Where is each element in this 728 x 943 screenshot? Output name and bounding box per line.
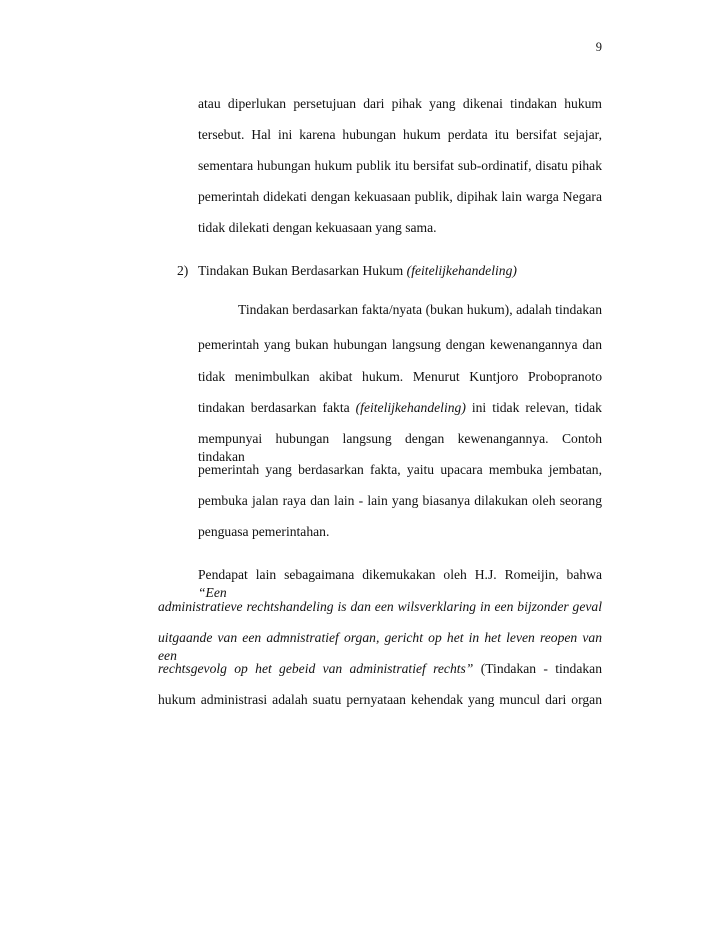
paragraph-line: sementara hubungan hukum publik itu bersifat sub-ordinatif, disatu pihak bbox=[198, 158, 602, 173]
paragraph-line bbox=[158, 660, 602, 678]
paragraph-line: tidak dilekati dengan kekuasaan yang sama. bbox=[198, 220, 437, 235]
paragraph-line: atau diperlukan persetujuan dari pihak yang dikenai tindakan hukum bbox=[198, 96, 602, 111]
italic-quote: uitgaande van een admnistratief organ, gericht op het in het leven reopen van een bbox=[158, 630, 602, 663]
italic-term: (feitelijkehandeling) bbox=[355, 400, 466, 415]
text-run: (Tindakan - tindakan bbox=[480, 661, 603, 676]
paragraph-line: pemerintah yang bukan hubungan langsung dengan kewenangannya dan bbox=[198, 337, 602, 352]
text-run: tindakan berdasarkan fakta bbox=[198, 400, 350, 415]
paragraph-line: pemerintah didekati dengan kekuasaan publik, dipihak lain warga Negara bbox=[198, 189, 602, 204]
italic-quote: administratieve rechtshandeling is dan een wilsverklaring in een bijzonder geval bbox=[158, 599, 602, 614]
paragraph-line bbox=[198, 566, 602, 602]
list-item-number: 2) bbox=[177, 263, 189, 278]
paragraph-line: mempunyai hubungan langsung dengan kewenangannya. Contoh tindakan bbox=[198, 431, 602, 464]
paragraph-line: Tindakan berdasarkan fakta/nyata (bukan hukum), adalah tindakan bbox=[238, 302, 602, 317]
paragraph-line: hukum administrasi adalah suatu pernyataan kehendak yang muncul dari organ bbox=[158, 692, 602, 707]
paragraph-line: tersebut. Hal ini karena hubungan hukum perdata itu bersifat sejajar, bbox=[198, 127, 602, 142]
text-run: ini tidak relevan, tidak bbox=[471, 400, 602, 415]
paragraph-line: penguasa pemerintahan. bbox=[198, 524, 330, 539]
heading-italic-term: (feitelijkehandeling) bbox=[406, 263, 517, 278]
paragraph-line: pembuka jalan raya dan lain - lain yang biasanya dilakukan oleh seorang bbox=[198, 493, 602, 508]
paragraph-line: tidak menimbulkan akibat hukum. Menurut Kuntjoro Probopranoto bbox=[198, 369, 602, 384]
heading-text: Tindakan Bukan Berdasarkan Hukum bbox=[198, 263, 404, 278]
paragraph-line bbox=[198, 399, 602, 417]
paragraph-line bbox=[158, 598, 602, 616]
paragraph-line: pemerintah yang berdasarkan fakta, yaitu upacara membuka jembatan, bbox=[198, 462, 602, 477]
page-number: 9 bbox=[595, 40, 602, 54]
italic-quote: “Een bbox=[198, 585, 227, 600]
text-run: Pendapat lain sebagaimana dikemukakan oleh H.J. Romeijin, bahwa bbox=[198, 567, 602, 582]
list-item-heading bbox=[198, 262, 517, 280]
italic-quote: rechtsgevolg op het gebeid van administratief rechts” bbox=[158, 661, 474, 676]
